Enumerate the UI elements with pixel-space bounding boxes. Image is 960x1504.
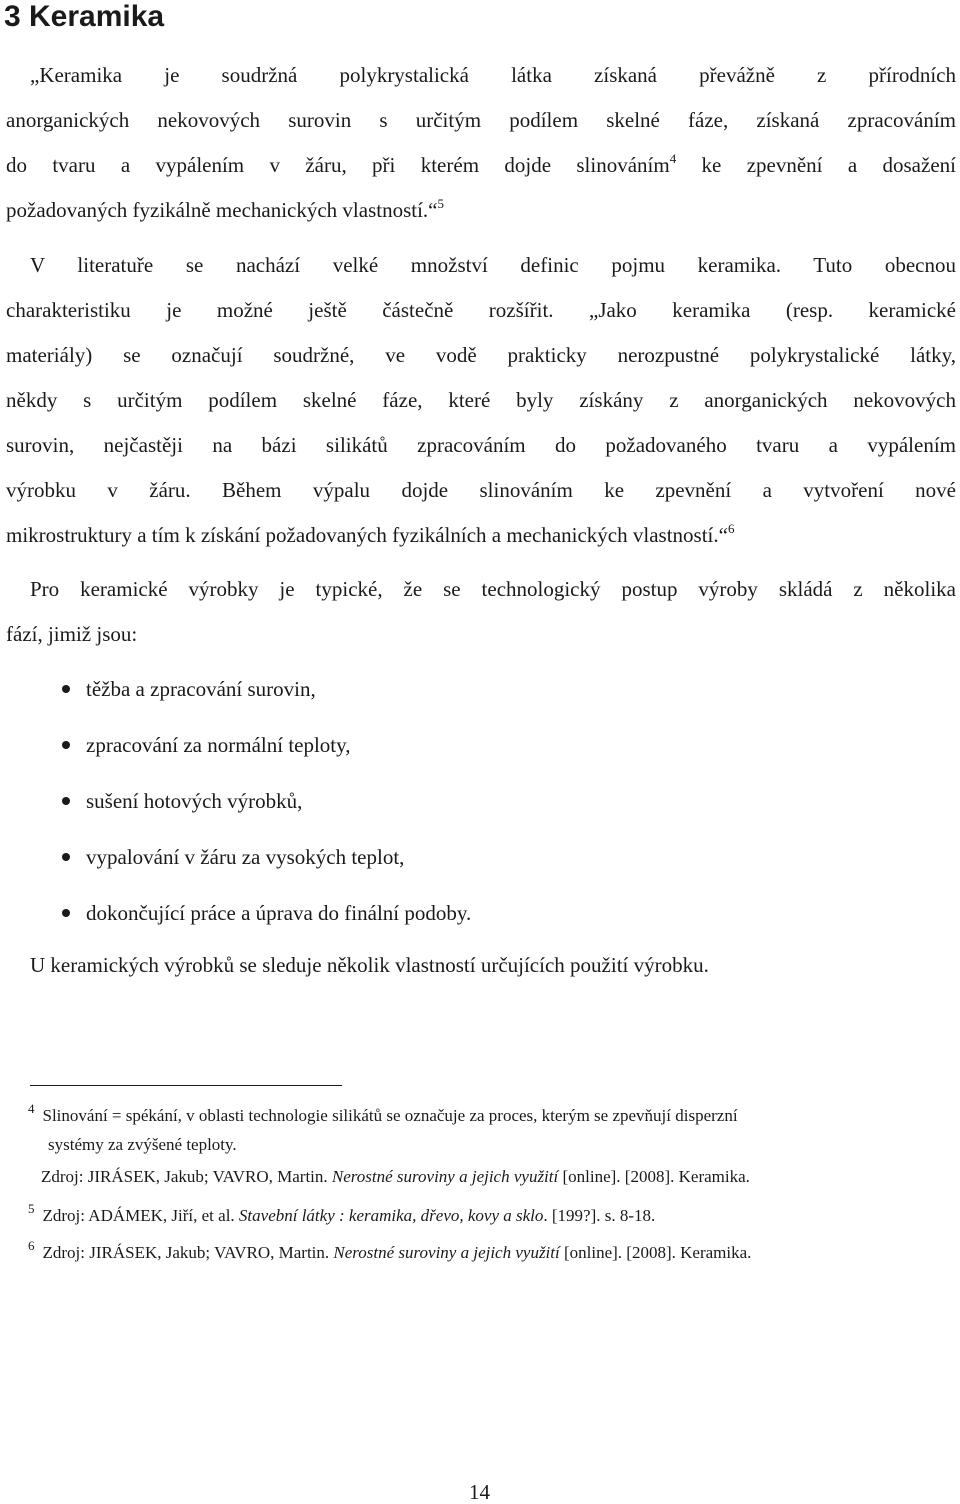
- footnote-ref-5: 5: [437, 196, 445, 211]
- footnote-4: $^4$ Slinování = spékání, v oblasti technologie silikátů se označuje za proces, kterým se zpevňují disperzní: [28, 1101, 738, 1125]
- paragraph-line: charakteristiku je možné ještě částečně rozšířit. „Jako keramika (resp. keramické: [6, 298, 956, 322]
- source-title: Stavební látky : keramika, dřevo, kovy a sklo: [238, 1206, 544, 1225]
- list-item: těžba a zpracování surovin,: [62, 667, 471, 723]
- bullet-icon: [62, 685, 70, 693]
- list-item: dokončující práce a úprava do finální podoby.: [62, 891, 471, 947]
- paragraph-line: někdy s určitým podílem skelné fáze, které byly získány z anorganických nekovových: [6, 388, 956, 412]
- footnote-mark: 5: [28, 1201, 35, 1216]
- footnote-4-continued: systémy za zvýšené teploty.: [48, 1135, 237, 1154]
- footnote-ref-6: 6: [727, 521, 735, 536]
- footnote-4-source: Zdroj: JIRÁSEK, Jakub; VAVRO, Martin. Nerostné suroviny a jejich využití [online]. [2008]. Keramika.: [41, 1167, 750, 1186]
- paragraph-line: požadovaných fyzikálně mechanických vlastností.“$^5$: [6, 196, 445, 222]
- process-paragraph: [6, 567, 956, 657]
- footnote-separator: [30, 1085, 342, 1086]
- section-heading: 3 Keramika: [4, 0, 165, 33]
- paragraph-line: „Keramika je soudržná polykrystalická látka získaná převážně z přírodních: [30, 63, 956, 87]
- paragraph-line: surovin, nejčastěji na bázi silikátů zpracováním do požadovaného tvaru a vypálením: [6, 433, 956, 457]
- paragraph-line: U keramických výrobků se sleduje několik vlastností určujících použití výrobku.: [30, 953, 709, 977]
- source-title: Nerostné suroviny a jejich využití: [333, 1243, 560, 1262]
- bullet-icon: [62, 741, 70, 749]
- paragraph-line: V literatuře se nachází velké množství definic pojmu keramika. Tuto obecnou: [30, 253, 956, 277]
- paragraph-line: do tvaru a vypálením v žáru, při kterém dojde slinováním$^4$ ke zpevnění a dosažení: [6, 151, 956, 177]
- source-title: Nerostné suroviny a jejich využití: [331, 1167, 559, 1186]
- list-item: vypalování v žáru za vysokých teplot,: [62, 835, 471, 891]
- bullet-icon: [62, 909, 70, 917]
- bullet-icon: [62, 797, 70, 805]
- literature-paragraph: [6, 243, 956, 558]
- bullet-icon: [62, 853, 70, 861]
- properties-paragraph: [30, 943, 956, 988]
- paragraph-line: anorganických nekovových surovin s určitým podílem skelné fáze, získaná zpracováním: [6, 108, 956, 132]
- definition-paragraph: [6, 53, 956, 233]
- footnote-mark: 6: [28, 1238, 35, 1253]
- paragraph-line: mikrostruktury a tím k získání požadovaných fyzikálních a mechanických vlastností.“$^6$: [6, 521, 735, 547]
- footnote-5: $^5$ Zdroj: ADÁMEK, Jiří, et al. Stavební látky : keramika, dřevo, kovy a sklo. [199?]. s. 8-18.: [28, 1201, 656, 1225]
- footnote-mark: 4: [28, 1101, 35, 1116]
- paragraph-line: Pro keramické výrobky je typické, že se technologický postup výroby skládá z několika: [30, 577, 956, 601]
- paragraph-line: výrobku v žáru. Během výpalu dojde slinováním ke zpevnění a vytvoření nové: [6, 478, 956, 502]
- paragraph-line: materiály) se označují soudržné, ve vodě prakticky nerozpustné polykrystalické látky,: [6, 343, 956, 367]
- page-number: 14: [469, 1480, 490, 1504]
- footnote-6: $^6$ Zdroj: JIRÁSEK, Jakub; VAVRO, Martin. Nerostné suroviny a jejich využití [online]. [2008]. Keramika.: [28, 1238, 752, 1262]
- list-item: zpracování za normální teploty,: [62, 723, 471, 779]
- footnote-ref-4: 4: [669, 151, 677, 166]
- list-item: sušení hotových výrobků,: [62, 779, 471, 835]
- paragraph-line: fází, jimiž jsou:: [6, 622, 138, 646]
- process-phase-list: [62, 667, 471, 947]
